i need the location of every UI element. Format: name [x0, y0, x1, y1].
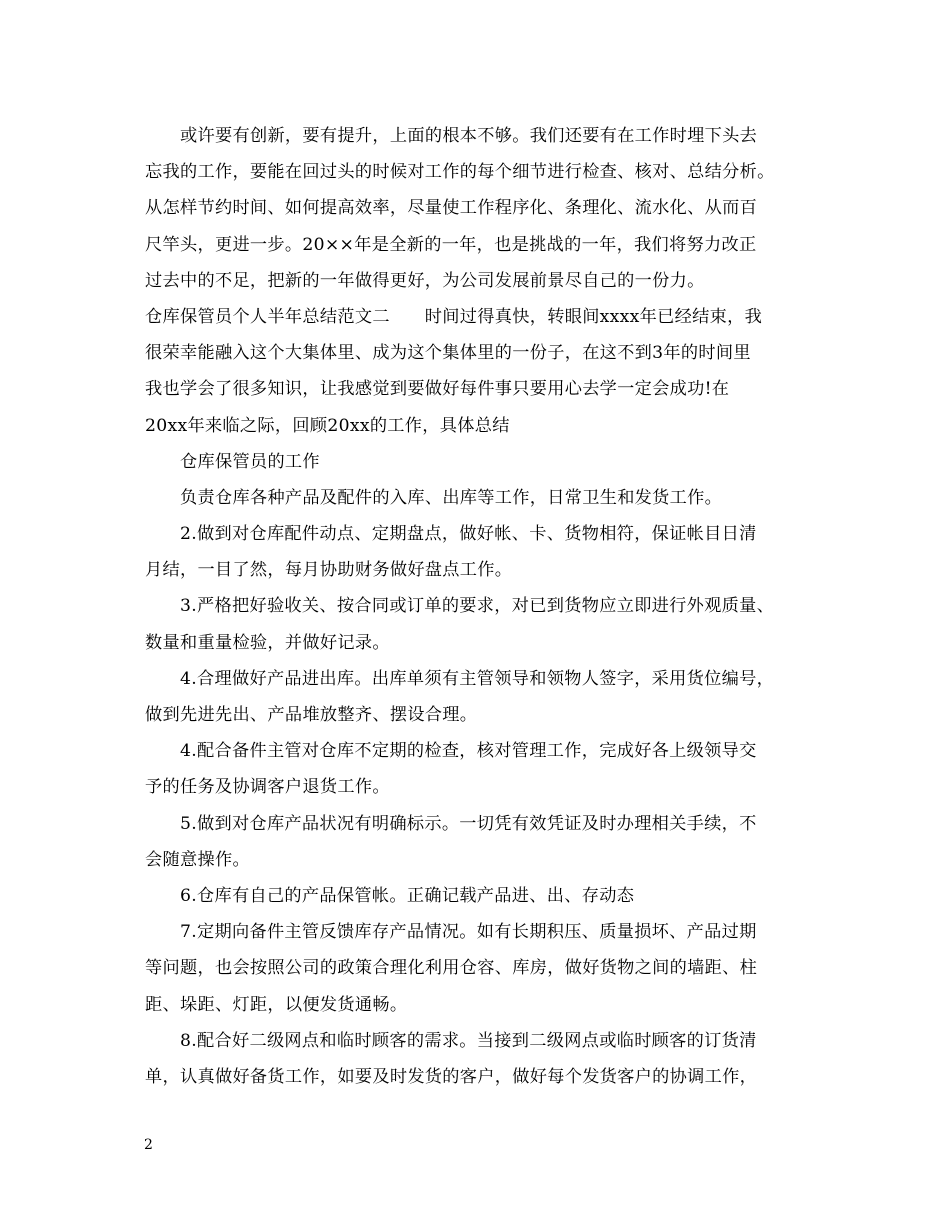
paragraph-line: 我也学会了很多知识，让我感觉到要做好每件事只要用心去学一定会成功!在: [145, 379, 730, 400]
list-item-line: 6.仓库有自己的产品保管帐。正确记载产品进、出、存动态: [180, 885, 635, 906]
list-item-line: 7.定期向备件主管反馈库存产品情况。如有长期积压、质量损坏、产品过期: [180, 922, 757, 943]
list-item-line: 做到先进先出、产品堆放整齐、摆设合理。: [145, 705, 478, 725]
document-body: [145, 118, 810, 1095]
paragraph-line: 很荣幸能融入这个大集体里、成为这个集体里的一份子，在这不到3年的时间里: [145, 343, 751, 364]
paragraph-line: 或许要有创新，要有提升，上面的根本不够。我们还要有在工作时埋下头去: [180, 126, 758, 146]
list-item-line: 等问题，也会按照公司的政策合理化利用仓容、库房，做好货物之间的墙距、柱: [145, 958, 758, 979]
list-item-line: 2.做到对仓库配件动点、定期盘点，做好帐、卡、货物相符，保证帐目日清: [180, 524, 757, 545]
list-item-line: 数量和重量检验，并做好记录。: [145, 632, 390, 653]
paragraph-line: 尺竿头，更进一步。20××年是全新的一年，也是挑战的一年，我们将努力改正: [145, 234, 757, 255]
paragraph-line: 负责仓库各种产品及配件的入库、出库等工作，日常卫生和发货工作。: [180, 487, 723, 508]
section-heading-line: 仓库保管员个人半年总结范文二 时间过得真快，转眼间xxxx年已经结束，我: [145, 306, 763, 327]
list-item-line: 予的任务及协调客户退货工作。: [145, 777, 390, 798]
list-item-line: 会随意操作。: [145, 849, 250, 870]
paragraph-line: 忘我的工作，要能在回过头的时候对工作的每个细节进行检查、核对、总结分析。: [145, 162, 775, 183]
paragraph-line: 过去中的不足，把新的一年做得更好，为公司发展前景尽自己的一份力。: [145, 270, 705, 291]
list-item-line: 月结，一目了然，每月协助财务做好盘点工作。: [145, 560, 513, 581]
list-item-line: 距、垛距、灯距，以便发货通畅。: [145, 994, 408, 1015]
list-item-line: 4.配合备件主管对仓库不定期的检查，核对管理工作，完成好各上级领导交: [180, 741, 757, 762]
list-item-line: 3.严格把好验收关、按合同或订单的要求，对已到货物应立即进行外观质量、: [180, 596, 775, 617]
list-item-line: 5.做到对仓库产品状况有明确标示。一切凭有效凭证及时办理相关手续，不: [180, 813, 757, 834]
page-number: 2: [144, 1137, 153, 1153]
list-item-line: 单，认真做好备货工作，如要及时发货的客户，做好每个发货客户的协调工作，: [145, 1066, 758, 1087]
list-item-line: 8.配合好二级网点和临时顾客的需求。当接到二级网点或临时顾客的订货清: [180, 1030, 757, 1051]
subheading-line: 仓库保管员的工作: [180, 451, 320, 472]
list-item-line: 4.合理做好产品进出库。出库单须有主管领导和领物人签字，采用货位编号，: [180, 668, 775, 689]
paragraph-line: 20xx年来临之际，回顾20xx的工作，具体总结: [145, 415, 510, 436]
paragraph-line: 从怎样节约时间、如何提高效率，尽量使工作程序化、条理化、流水化、从而百: [145, 198, 758, 219]
